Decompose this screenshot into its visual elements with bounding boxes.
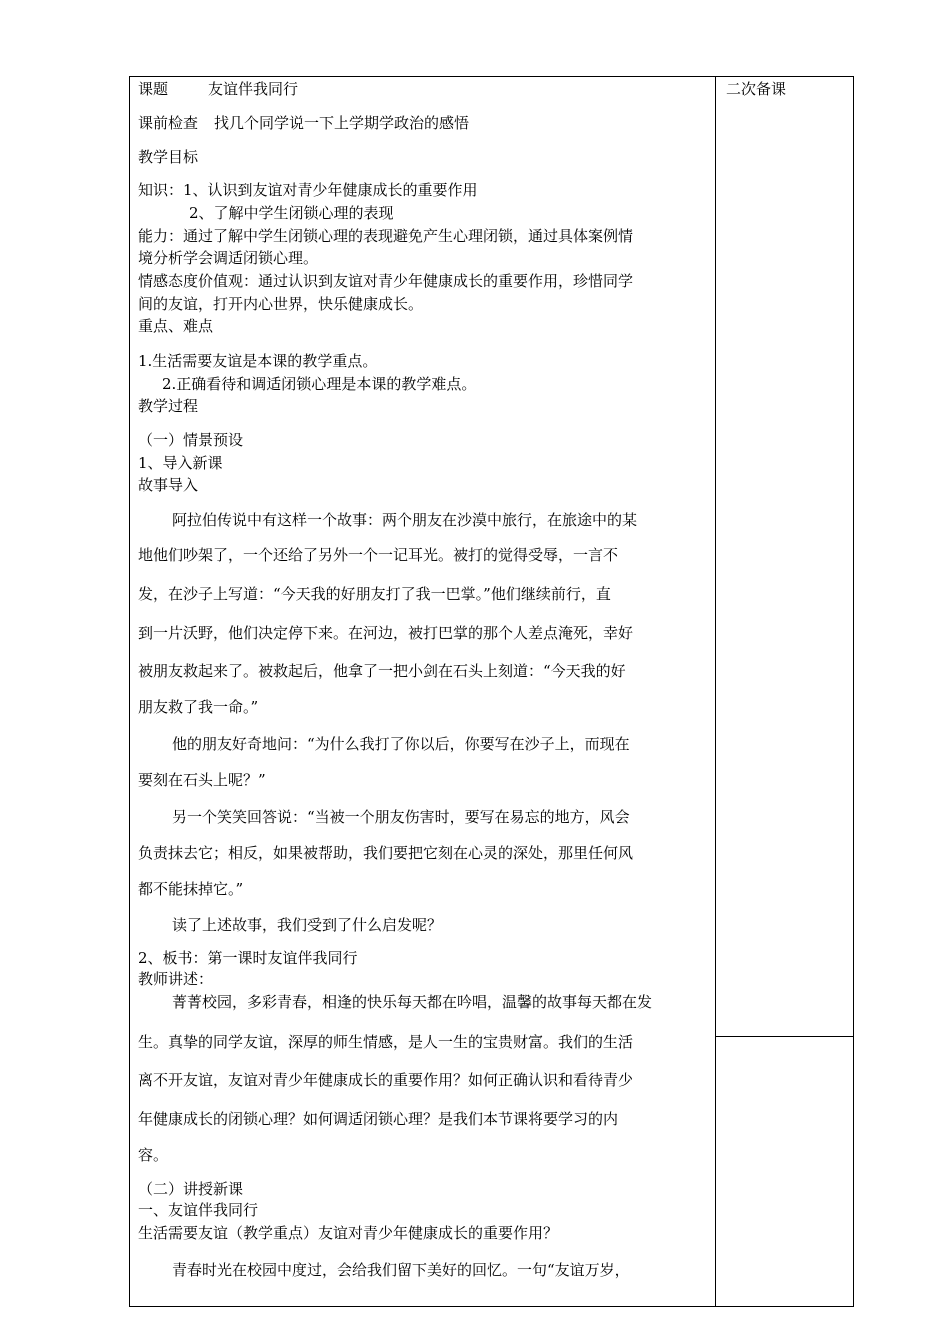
section-2-heading: （二）讲授新课 <box>138 1180 244 1198</box>
goal-emotion-2: 间的友谊，打开内心世界，快乐健康成长。 <box>138 295 424 313</box>
story-line: 阿拉伯传说中有这样一个故事：两个朋友在沙漠中旅行，在旅途中的某 <box>172 511 638 529</box>
goal-knowledge-2: 2、了解中学生闭锁心理的表现 <box>189 204 394 222</box>
goal-knowledge-1: 知识：1、认识到友谊对青少年健康成长的重要作用 <box>138 181 478 199</box>
teacher-line: 菁菁校园，多彩青春，相逢的快乐每天都在吟唱，温馨的故事每天都在发 <box>172 993 653 1011</box>
teacher-line: 容。 <box>138 1146 169 1164</box>
story-line: 被朋友救起来了。被救起后，他拿了一把小剑在石头上刻道：“今天我的好 <box>138 662 626 680</box>
teacher-line: 生。真挚的同学友谊，深厚的师生情感，是人一生的宝贵财富。我们的生活 <box>138 1033 634 1051</box>
story-line: 到一片沃野，他们决定停下来。在河边，被打巴掌的那个人差点淹死，幸好 <box>138 624 634 642</box>
story-line: 负责抹去它；相反，如果被帮助，我们要把它刻在心灵的深处，那里任何风 <box>138 844 634 862</box>
part-1-question: 生活需要友谊（教学重点）友谊对青少年健康成长的重要作用？ <box>138 1224 559 1242</box>
step-1: 1、导入新课 <box>138 454 223 472</box>
column-divider <box>715 76 716 1307</box>
process-heading: 教学过程 <box>138 397 199 415</box>
last-paragraph-line: 青春时光在校园中度过，会给我们留下美好的回忆。一句“友谊万岁， <box>172 1261 630 1279</box>
step-2: 2、板书：第一课时友谊伴我同行 <box>138 949 358 967</box>
story-line: 读了上述故事，我们受到了什么启发呢？ <box>172 916 443 934</box>
precheck-text: 找几个同学说一下上学期学政治的感悟 <box>214 114 470 132</box>
keypoint-2: 2.正确看待和调适闭锁心理是本课的教学难点。 <box>162 375 477 393</box>
story-line: 都不能抹掉它。” <box>138 880 244 898</box>
side-cell-divider <box>716 1036 854 1037</box>
keypoints-heading: 重点、难点 <box>138 317 214 335</box>
secondary-prep-title: 二次备课 <box>726 80 787 98</box>
precheck-row <box>138 112 469 134</box>
goal-ability-1: 能力：通过了解中学生闭锁心理的表现避免产生心理闭锁，通过具体案例情 <box>138 227 634 245</box>
topic-label: 课题 <box>138 80 169 98</box>
story-label: 故事导入 <box>138 476 199 494</box>
story-line: 朋友救了我一命。” <box>138 698 259 716</box>
part-1-heading: 一、友谊伴我同行 <box>138 1201 259 1219</box>
topic-row <box>138 78 298 100</box>
goal-ability-2: 境分析学会调适闭锁心理。 <box>138 249 319 267</box>
topic-title: 友谊伴我同行 <box>208 80 299 98</box>
goal-emotion-1: 情感态度价值观：通过认识到友谊对青少年健康成长的重要作用，珍惜同学 <box>138 272 634 290</box>
goals-heading: 教学目标 <box>138 148 199 166</box>
section-1-heading: （一）情景预设 <box>138 431 244 449</box>
story-line: 他的朋友好奇地问：“为什么我打了你以后，你要写在沙子上，而现在 <box>172 735 630 753</box>
teacher-label: 教师讲述： <box>138 970 214 988</box>
story-line: 发，在沙子上写道：“今天我的好朋友打了我一巴掌。”他们继续前行，直 <box>138 585 611 603</box>
teacher-line: 年健康成长的闭锁心理？如何调适闭锁心理？是我们本节课将要学习的内 <box>138 1110 619 1128</box>
precheck-label: 课前检查 <box>138 114 199 132</box>
keypoint-1: 1.生活需要友谊是本课的教学重点。 <box>138 352 378 370</box>
teacher-line: 离不开友谊，友谊对青少年健康成长的重要作用？如何正确认识和看待青少 <box>138 1071 634 1089</box>
story-line: 要刻在石头上呢？” <box>138 771 266 789</box>
story-line: 另一个笑笑回答说：“当被一个朋友伤害时，要写在易忘的地方，风会 <box>172 808 630 826</box>
story-line: 地他们吵架了，一个还给了另外一个一记耳光。被打的觉得受辱，一言不 <box>138 546 619 564</box>
